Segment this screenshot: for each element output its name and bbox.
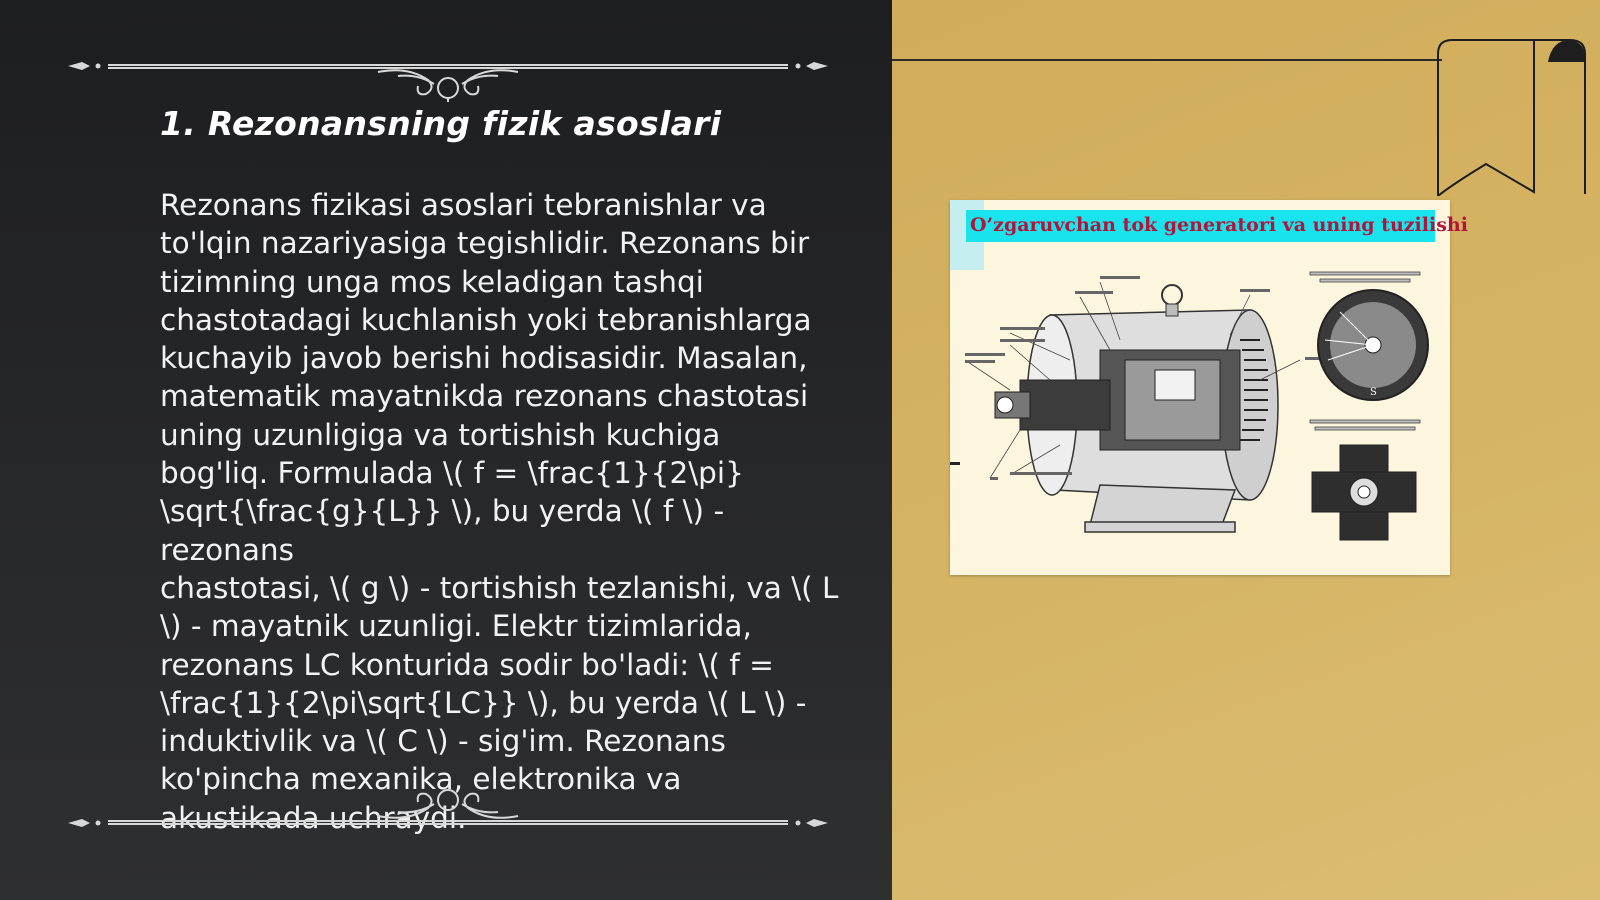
generator-figure	[950, 200, 1468, 575]
slide-body-text: Rezonans fizikasi asoslari tebranishlar va to'lqin nazariyasiga tegishlidir. Rezonans bir tizimning unga mos keladigan tashqi chastotadagi kuchlanish yoki tebranishlarga kuchayib javob berishi hodisasidir. Masalan, matematik mayatnikda rezonans chastotasi uning uzunligiga va tortishish kuchiga bog'liq. Formulada \( f = \frac{1}{2\pi} \sqrt{\frac{g}{L}} \), bu yerda \( f \) - rezonans chastotasi, \( g \) - tortishish tezlanishi, va \( L \) - mayatnik uzunligi. Elektr tizimlarida, rezonans LC konturida sodir bo'ladi: \( f = \frac{1}{2\pi\sqrt{LC}} \), bu yerda \( L \) - induktivlik va \( C \) - sig'im. Rezonans ko'pincha mexanika, elektronika va akustikada uchraydi.	[160, 188, 839, 835]
generator-diagram-icon	[950, 200, 1450, 575]
svg-text:S: S	[1370, 387, 1377, 398]
slide-title: 1. Rezonansning fizik asoslari	[160, 104, 722, 143]
ornament-divider-bottom-icon	[68, 786, 828, 836]
bookmark-ribbon-icon	[1430, 36, 1600, 196]
ornament-divider-top-icon	[68, 52, 828, 102]
header-rule	[892, 59, 1442, 61]
figure-caption: O’zgaruvchan tok generatori va uning tuzilishi	[970, 214, 1468, 236]
